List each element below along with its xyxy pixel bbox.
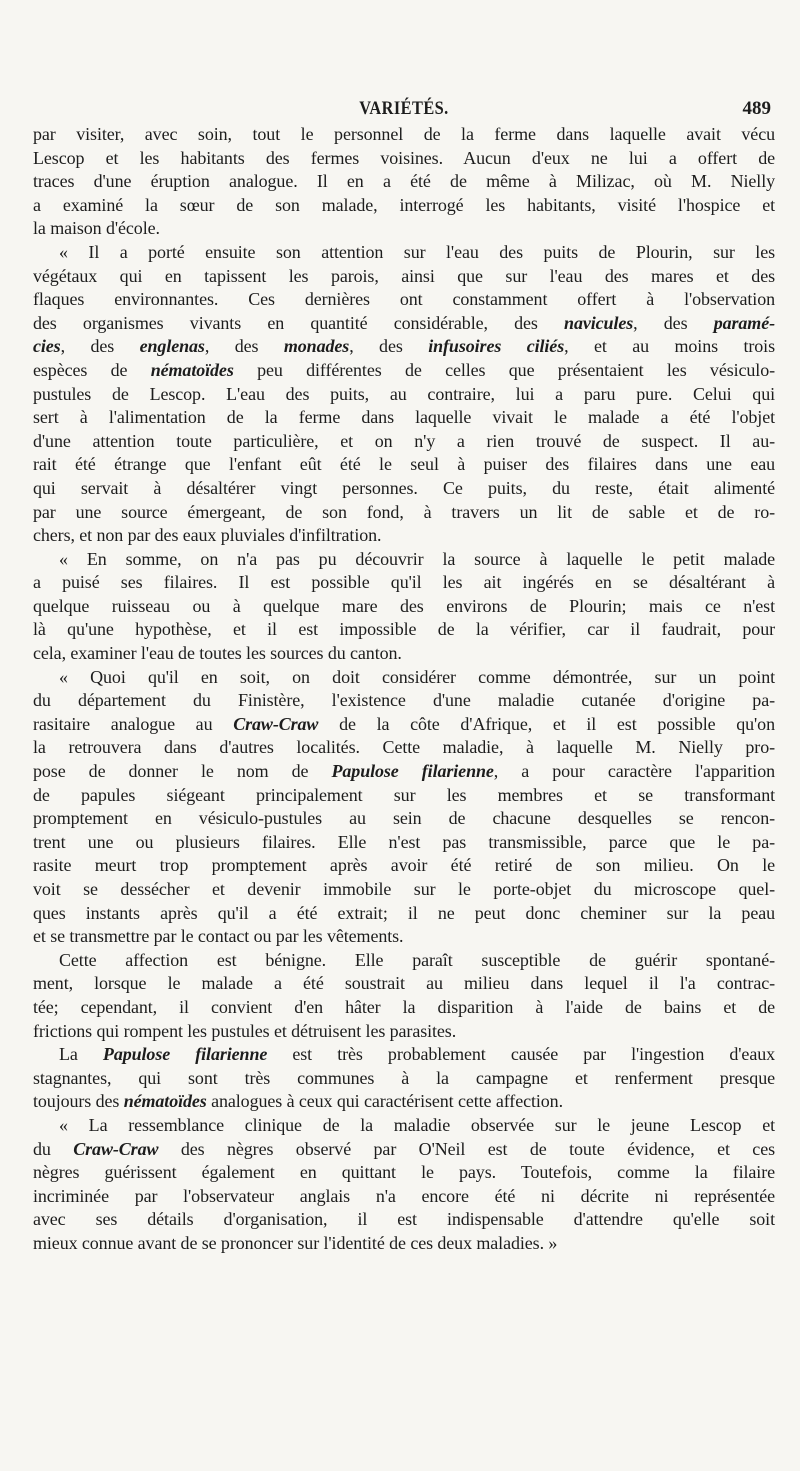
text-line: a examiné la sœur de son malade, interrogé les habitants, visité l'hospice et	[33, 194, 775, 215]
text-line: des organismes vivants en quantité considérable, des navicules, des paramé-	[33, 312, 775, 333]
article-body	[33, 123, 775, 1256]
text-line: « La ressemblance clinique de la maladie observée sur le jeune Lescop et	[59, 1114, 775, 1135]
page-number: 489	[742, 98, 771, 119]
text-line: de papules siégeant principalement sur les membres et se transformant	[33, 784, 775, 805]
running-head	[33, 98, 775, 120]
text-line: a puisé ses filaires. Il est possible qu'il les ait ingérés en se désaltérant à	[33, 572, 775, 593]
text-line: La Papulose filarienne est très probablement causée par l'ingestion d'eaux	[59, 1044, 776, 1065]
text-line: tée; cependant, il convient d'en hâter la disparition à l'aide de bains et de	[33, 996, 775, 1017]
text-line: chers, et non par des eaux pluviales d'infiltration.	[33, 525, 382, 546]
text-line: d'une attention toute particulière, et on n'y a rien trouvé de suspect. Il au-	[33, 430, 775, 451]
text-line: voit se dessécher et devenir immobile sur le porte-objet du microscope quel-	[33, 879, 775, 899]
text-line: rasitaire analogue au Craw-Craw de la côte d'Afrique, et il est possible qu'on	[33, 713, 775, 734]
paragraph	[33, 548, 775, 666]
text-line: du Craw-Craw des nègres observé par O'Neil est de toute évidence, et ces	[33, 1138, 775, 1159]
text-line: par une source émergeant, de son fond, à travers un lit de sable et de ro-	[33, 501, 775, 522]
text-line: qui servait à désaltérer vingt personnes. Ce puits, du reste, était alimenté	[33, 477, 775, 498]
text-line: Lescop et les habitants des fermes voisines. Aucun d'eux ne lui a offert de	[33, 147, 775, 168]
text-line: quelque ruisseau ou à quelque mare des environs de Plourin; mais ce n'est	[33, 595, 775, 616]
text-line: ment, lorsque le malade a été soustrait au milieu dans lequel il l'a contrac-	[33, 973, 775, 994]
text-line: la maison d'école.	[33, 218, 160, 239]
paragraph	[33, 1114, 775, 1256]
running-title: VARIÉTÉS.	[359, 98, 449, 119]
paragraph	[33, 1043, 775, 1114]
text-line: frictions qui rompent les pustules et détruisent les parasites.	[33, 1020, 457, 1041]
paragraph	[33, 241, 775, 548]
text-line: la retrouvera dans d'autres localités. Cette maladie, à laquelle M. Nielly pro-	[33, 737, 775, 758]
text-line: traces d'une éruption analogue. Il en a été de même à Milizac, où M. Nielly	[33, 171, 775, 192]
text-line: stagnantes, qui sont très communes à la campagne et renferment presque	[33, 1067, 775, 1088]
text-line: « Quoi qu'il en soit, on doit considérer comme démontrée, sur un point	[59, 666, 775, 687]
text-line: cies, des englenas, des monades, des infusoires ciliés, et au moins trois	[33, 336, 775, 357]
text-line: flaques environnantes. Ces dernières ont constamment offert à l'observation	[33, 289, 775, 310]
text-line: trent une ou plusieurs filaires. Elle n'est pas transmissible, parce que le pa-	[33, 831, 775, 852]
text-line: espèces de nématoïdes peu différentes de celles que présentaient les vésiculo-	[33, 359, 776, 380]
text-line: « En somme, on n'a pas pu découvrir la source à laquelle le petit malade	[59, 548, 775, 569]
text-line: pose de donner le nom de Papulose filarienne, a pour caractère l'apparition	[33, 761, 776, 782]
text-line: « Il a porté ensuite son attention sur l'eau des puits de Plourin, sur les	[59, 241, 775, 262]
text-line: rasite meurt trop promptement après avoir été retiré de son milieu. On le	[33, 855, 775, 876]
text-line: incriminée par l'observateur anglais n'a encore été ni décrite ni représentée	[33, 1185, 775, 1206]
text-line: promptement en vésiculo-pustules au sein de chacune desquelles se rencon-	[33, 808, 775, 829]
text-line: mieux connue avant de se prononcer sur l'identité de ces deux maladies. »	[33, 1232, 558, 1253]
text-line: sert à l'alimentation de la ferme dans laquelle vivait le malade a été l'objet	[33, 407, 775, 428]
text-line: pustules de Lescop. L'eau des puits, au contraire, lui a paru pure. Celui qui	[33, 383, 775, 404]
text-line: là qu'une hypothèse, et il est impossible de la vérifier, car il faudrait, pour	[33, 619, 775, 640]
text-line: du département du Finistère, l'existence d'une maladie cutanée d'origine pa-	[33, 690, 775, 711]
text-line: par visiter, avec soin, tout le personnel de la ferme dans laquelle avait vécu	[33, 124, 775, 144]
text-line: rait été étrange que l'enfant eût été le seul à puiser des filaires dans une eau	[33, 454, 775, 475]
text-line: nègres guérissent également en quittant le pays. Toutefois, comme la filaire	[33, 1162, 775, 1183]
text-line: toujours des nématoïdes analogues à ceux qui caractérisent cette affection.	[33, 1091, 563, 1112]
paragraph	[33, 666, 775, 949]
text-line: Cette affection est bénigne. Elle paraît susceptible de guérir spontané-	[59, 949, 775, 970]
paragraph	[33, 949, 775, 1043]
text-line: ques instants après qu'il a été extrait; il ne peut donc cheminer sur la peau	[33, 902, 775, 923]
text-line: cela, examiner l'eau de toutes les sources du canton.	[33, 643, 402, 664]
text-line: avec ses détails d'organisation, il est indispensable d'attendre qu'elle soit	[33, 1209, 775, 1230]
text-line: végétaux qui en tapissent les parois, ainsi que sur l'eau des mares et des	[33, 265, 775, 286]
paragraph	[33, 123, 775, 241]
text-line: et se transmettre par le contact ou par les vêtements.	[33, 926, 404, 947]
